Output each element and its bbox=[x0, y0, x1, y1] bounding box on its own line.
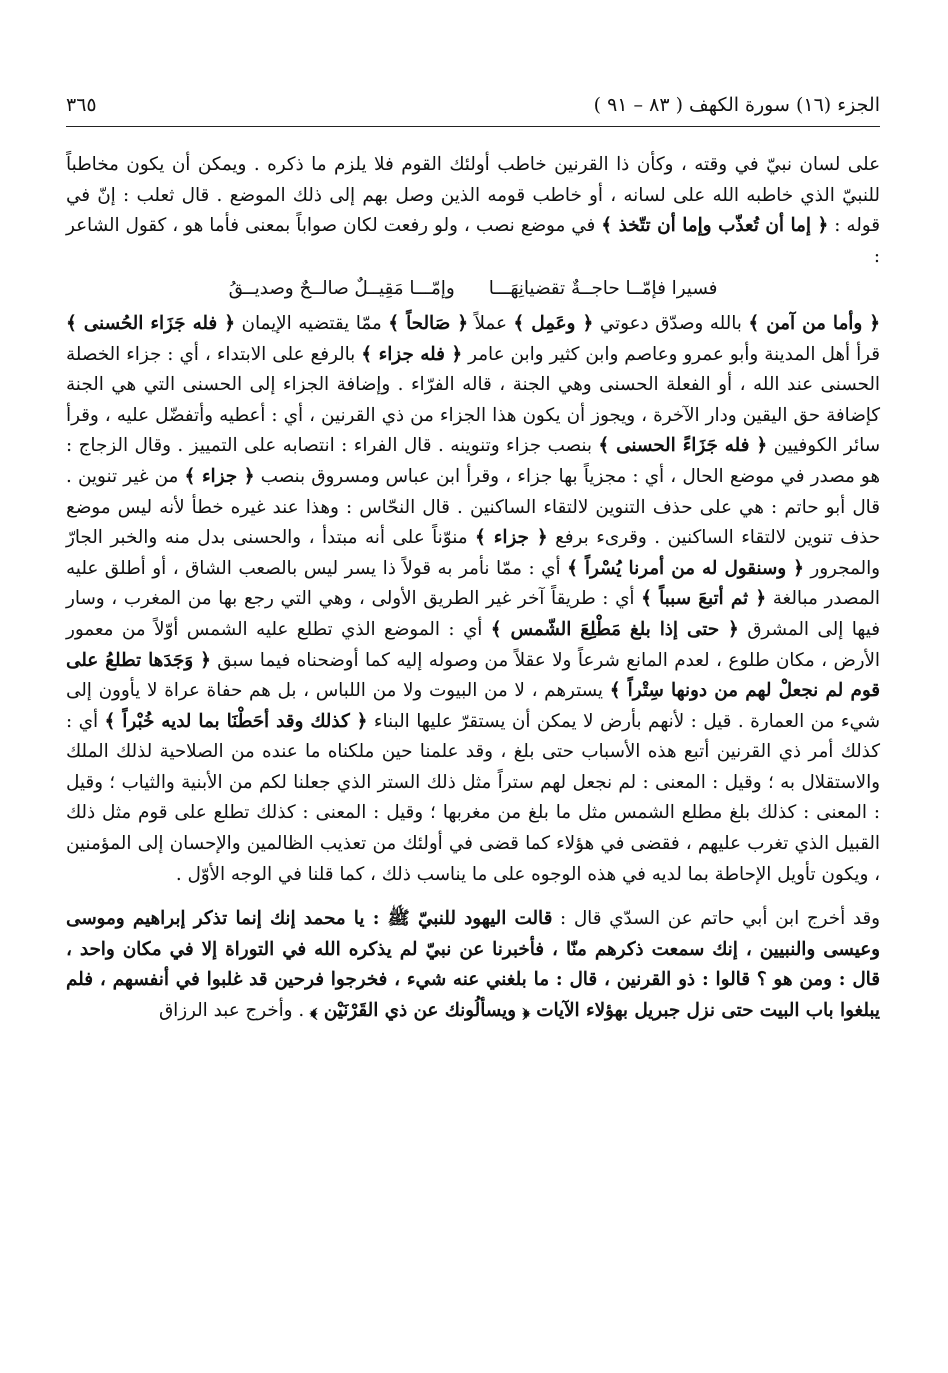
quran-quote: ﴿ وأما من آمن ﴾ bbox=[748, 312, 881, 334]
quran-quote: ﴿ ثم أتبعَ سبباً ﴾ bbox=[641, 588, 767, 610]
commentary-body bbox=[66, 150, 880, 1027]
quran-quote: ﴿ صَالحاً ﴾ bbox=[388, 312, 468, 334]
header-title: الجزء (١٦) سورة الكهف ( ٨٣ – ٩١ ) bbox=[593, 94, 880, 116]
quran-quote: ﴿ إما أن تُعذّب وإما أن تتّخذ ﴾ bbox=[601, 215, 829, 237]
quran-quote: ﴿ فله جَزَاءً الحسنى ﴾ bbox=[598, 435, 768, 457]
paragraph-1 bbox=[66, 150, 880, 272]
text-run: ممّا يقتضيه الإيمان bbox=[234, 312, 389, 334]
text-run: أي : كذلك أمر ذي القرنين أتبع هذه الأسباب حتى بلغ ، وقد علمنا حين ملكناه ما عنده من الصلاحية لذلك الملك والاستقلال به ؛ وقيل : المعنى : لم نجعل لهم ستراً مثل ذلك الستر الذي جعلنا لكم من الأبنية والثياب ؛ وقيل : المعنى : كذلك بلغ مطلع الشمس مثل ما بلغ من مغربها ؛ وقيل : المعنى : كذلك تطلع على قوم مثل ذلك القبيل الذي تغرب عليهم ، فقضى في هؤلاء كما قضى في أولئك من تعذيب الظالمين والإحسان إلى المؤمنين ، ويكون تأويل الإحاطة بما لديه في هذه الوجوه على ما يناسب ذلك ، كما قلنا في الوجه الأوّل . bbox=[66, 710, 880, 885]
quran-quote: ﴿ ويسألُونك عن ذي القَرْنَيْن ﴾ bbox=[309, 1000, 530, 1022]
quran-quote: ﴿ جزاء ﴾ bbox=[184, 465, 255, 487]
quran-quote: ﴿ وسنقول له من أمرنا يُسْراً ﴾ bbox=[567, 557, 804, 579]
poetry-verse bbox=[66, 274, 880, 305]
text-run: بنصب جزاء وتنوينه . قال الفراء : انتصابه على التمييز . وقال الزجاج : هو مصدر في موضع الحال ، أي : مجزياً بها جزاء ، وقرأ ابن عباس ومسروق بنصب bbox=[66, 435, 881, 487]
paragraph-2 bbox=[66, 309, 880, 890]
quran-quote: ﴿ جزاء ﴾ bbox=[475, 527, 548, 549]
text-run: وقد أخرج ابن أبي حاتم عن السدّي قال : bbox=[552, 908, 880, 930]
quran-quote: ﴿ وعَمِل ﴾ bbox=[513, 312, 594, 334]
quran-quote: ﴿ وَجَدَها تطلعُ على قوم لم نجعلْ لهم من دونها سِتْراً ﴾ bbox=[66, 649, 880, 702]
paragraph-3 bbox=[66, 904, 880, 1026]
text-run: بالله وصدّق دعوتي bbox=[593, 312, 749, 334]
verse-second-hemistich: وإمّـــا مَقِيــلٌ صالــحٌ وصديــقُ bbox=[228, 278, 455, 300]
text-run: يسترهم ، لا من البيوت ولا من اللباس ، بل هم حفاة عراة لا يأوون إلى شيء من العمارة . قيل : لأنهم بأرض لا يمكن أن يستقرّ عليها البناء bbox=[66, 680, 881, 732]
quran-quote: ﴿ فله جَزَاء الحُسنى ﴾ bbox=[66, 312, 235, 334]
verse-first-hemistich: فسيرا فإمّــا حاجــةٌ تقضيانِهَـــا bbox=[488, 278, 718, 300]
text-run: بالرفع على الابتداء ، أي : جزاء الخصلة الحسنى عند الله ، أو الفعلة الحسنى وهي الجنة ، قاله الفرّاء . وإضافة الجزاء إلى الحسنى التي هي الجنة كإضافة حق اليقين ودار الآخرة ، ويجوز أن يكون هذا الجزاء من ذي القرنين ، أي : أعطيه وأتفضّل عليه ، وقرأ سائر الكوفيين bbox=[66, 343, 880, 457]
hadith-narration: قالت اليهود للنبيّ ﷺ : يا محمد إنك إنما تذكر إبراهيم وموسى وعيسى والنبيين ، إنك سمعت ذكرهم منّا ، فأخبرنا عن نبيّ لم يذكره الله في التوراة إلا في مكان واحد ، قال : ومن هو ؟ قالوا : ذو القرنين ، قال : ما بلغني عنه شيء ، فخرجوا فرحين قد غلبوا في أنفسهم ، فلم يبلغوا باب البيت حتى نزل جبريل بهؤلاء الآيات bbox=[66, 908, 880, 1022]
running-header bbox=[66, 92, 880, 127]
text-run: من غير تنوين . قال أبو حاتم : هي على حذف التنوين لالتقاء الساكنين . قال النحّاس : وهذا عند غيره خطأ لأنه ليس موضع حذف تنوين لالتقاء الساكنين . وقرىء برفع bbox=[66, 465, 881, 549]
page-number: ٣٦٥ bbox=[66, 94, 97, 116]
text-run: أي : ممّا نأمر به قولاً ذا يسر ليس بالصعب الشاق ، أو أطلق عليه المصدر مبالغة bbox=[66, 557, 880, 610]
text-run: قرأ أهل المدينة وأبو عمرو وعاصم وابن كثير وابن عامر bbox=[462, 343, 880, 365]
quran-quote: ﴿ فله جزاء ﴾ bbox=[361, 343, 463, 365]
quran-quote: ﴿ حتى إذا بلغ مَطْلِعَ الشّمس ﴾ bbox=[490, 618, 739, 640]
text-run: في موضع نصب ، ولو رفعت لكان صواباً بمعنى فأما هو ، كقول الشاعر : bbox=[66, 215, 880, 267]
quran-quote: ﴿ كذلك وقد أحَطْنَا بما لديه خُبْراً ﴾ bbox=[104, 710, 368, 732]
text-run: عملاً bbox=[467, 312, 514, 334]
text-run: . وأخرج عبد الرزاق bbox=[158, 1000, 310, 1022]
text-run: منوّناً على أنه مبتدأ ، والحسنى بدل منه والخبر الجارّ والمجرور bbox=[66, 527, 880, 579]
text-run: أي : طريقاً آخر غير الطريق الأولى ، وهي التي رجع بها من المغرب ، وسار فيها إلى المشرق bbox=[66, 588, 880, 640]
text-run: على لسان نبيّ في وقته ، وكأن ذا القرنين خاطب أولئك القوم فلا يلزم ما ذكره . ويمكن أن يكون مخاطباً للنبيّ الذي خاطبه الله على لسانه ، أو خاطب قومه الذين وصل بهم إلى ذلك الموضع . قال ثعلب : إنّ في قوله : bbox=[66, 154, 880, 237]
text-run: أي : الموضع الذي تطلع عليه الشمس أوّلاً من معمور الأرض ، مكان طلوع ، لعدم المانع شرعاً ولا عقلاً من وصوله إليه كما أوضحناه فيما سبق bbox=[66, 618, 880, 671]
